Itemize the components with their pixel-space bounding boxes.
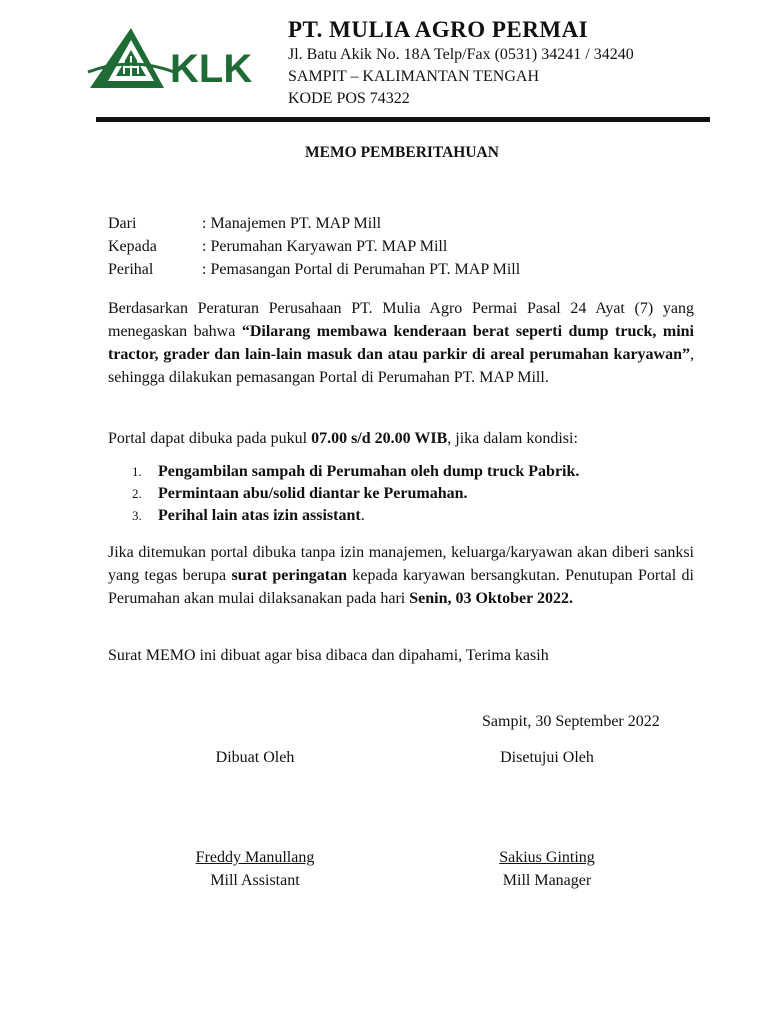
- p1-tail: , sehingga dilakukan pemasangan Portal di Perumahan PT. MAP Mill.: [108, 346, 694, 386]
- list-item: 3. Perihal lain atas izin assistant.: [132, 507, 365, 524]
- from-value: : Manajemen PT. MAP Mill: [202, 215, 382, 232]
- postal-code: KODE POS 74322: [288, 90, 410, 107]
- to-value: : Perumahan Karyawan PT. MAP Mill: [202, 238, 448, 255]
- paragraph-hours: [108, 427, 694, 450]
- paragraph-closing: Surat MEMO ini dibuat agar bisa dibaca dan dipahami, Terima kasih: [108, 647, 549, 664]
- p2-hours: 07.00 s/d 20.00 WIB: [311, 430, 448, 447]
- subject-label: Perihal: [108, 261, 154, 278]
- meta-to: [108, 235, 520, 258]
- signature-right-heading: Disetujui Oleh: [500, 749, 594, 766]
- company-logo: [86, 26, 270, 96]
- memo-meta: [108, 212, 520, 281]
- header-divider: [96, 117, 710, 122]
- meta-from: [108, 212, 520, 235]
- p3-text: Jika ditemukan portal dibuka tanpa izin manajemen, keluarga/karyawan akan diberi sanksi yang tegas berupa: [108, 544, 694, 584]
- p2-tail: , jika dalam kondisi:: [447, 430, 578, 447]
- paragraph-sanction: [108, 541, 694, 610]
- approver-title: Mill Manager: [502, 872, 592, 889]
- p3-middle: kepada karyawan bersangkutan. Penutupan Portal di Perumahan akan mulai dilaksanakan pada hari: [108, 567, 694, 607]
- from-label: Dari: [108, 215, 137, 232]
- list-item: 2. Permintaan abu/solid diantar ke Perumahan.: [132, 485, 468, 502]
- p2-text: Portal dapat dibuka pada pukul: [108, 430, 312, 447]
- meta-subject: [108, 258, 520, 281]
- paragraph-regulation: [108, 297, 694, 389]
- logo-text: KLK: [170, 47, 253, 91]
- signer-title: Mill Assistant: [210, 872, 300, 889]
- letterhead: [288, 16, 728, 110]
- signature-right: [447, 846, 647, 892]
- p3-warning: surat peringatan: [231, 567, 348, 584]
- p1-quote: “Dilarang membawa kenderaan berat seperti dump truck, mini tractor, grader dan lain-lain masuk dan atau parkir di areal perumahan karyawan”: [108, 323, 694, 363]
- p3-date: Senin, 03 Oktober 2022.: [409, 590, 573, 607]
- list-item: 1. Pengambilan sampah di Perumahan oleh dump truck Pabrik.: [132, 463, 580, 480]
- signature-left-heading: Dibuat Oleh: [215, 749, 295, 766]
- approver-name: Sakius Ginting: [499, 849, 595, 866]
- address-city: SAMPIT – KALIMANTAN TENGAH: [288, 68, 540, 85]
- to-label: Kepada: [108, 238, 157, 255]
- signature-left: [155, 846, 355, 892]
- signer-name: Freddy Manullang: [195, 849, 315, 866]
- memo-title: MEMO PEMBERITAHUAN: [305, 144, 499, 161]
- p1-text: Berdasarkan Peraturan Perusahaan PT. Mulia Agro Permai Pasal 24 Ayat (7) yang menegaskan bahwa: [108, 300, 694, 340]
- subject-value: : Pemasangan Portal di Perumahan PT. MAP Mill: [202, 261, 521, 278]
- company-name: PT. MULIA AGRO PERMAI: [288, 17, 589, 42]
- address-line: Jl. Batu Akik No. 18A Telp/Fax (0531) 34241 / 34240: [288, 46, 634, 63]
- conditions-list: [108, 461, 694, 527]
- memo-date: Sampit, 30 September 2022: [482, 713, 660, 730]
